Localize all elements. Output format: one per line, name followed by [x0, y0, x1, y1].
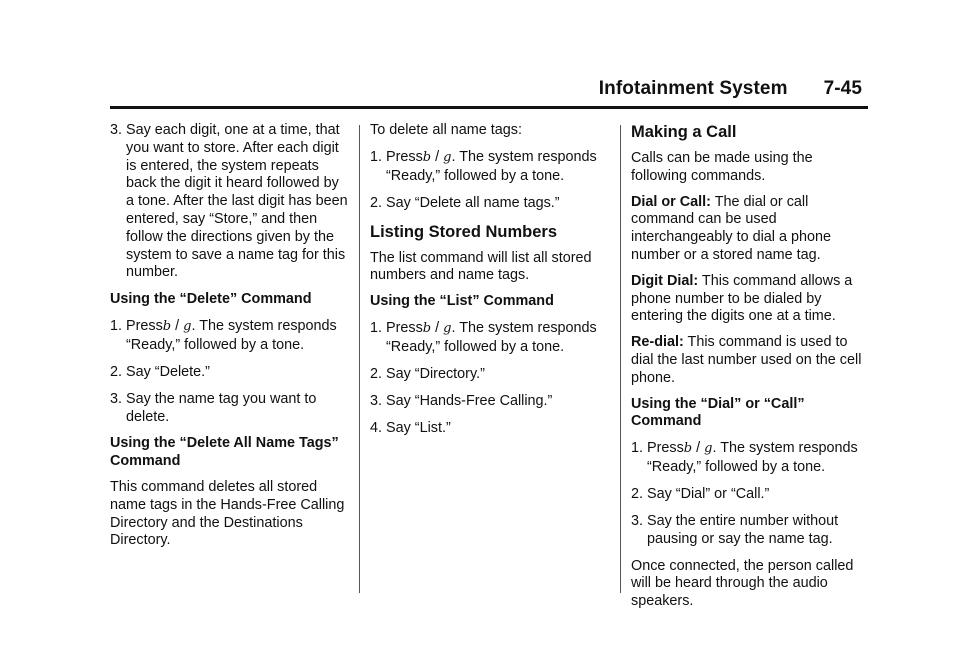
delete-command-heading: Using the “Delete” Command [110, 291, 312, 308]
column-divider [359, 125, 360, 593]
delete-step-3: 3. Say the name tag you want to delete. [110, 390, 317, 425]
redial-definition: Re-dial: This command is used to dial the last number used on the cell phone. [631, 334, 862, 386]
delete-all-step-2: 2. Say “Delete all name tags.” [370, 194, 560, 211]
store-step-3: 3. Say each digit, one at a time, that you want to store. After each digit is entered, the system repeats back the digit it heard followed by a tone. After the last digit has been entered, say “Store,” and then follow the directions given by the system to save a name tag for this number. [110, 122, 348, 281]
delete-all-paragraph: This command deletes all stored name tags in the Hands-Free Calling Directory and the Destinations Directory. [110, 478, 345, 549]
push-to-talk-icon: g [443, 320, 452, 336]
delete-step-1: 1. Pressb / g. The system responds “Ready,” followed by a tone. [110, 317, 337, 353]
section-title: Infotainment System [598, 78, 788, 99]
digit-dial-definition: Digit Dial: This command allows a phone number to be dialed by entering the digits one at a time. [631, 272, 853, 325]
column-right [631, 122, 869, 619]
dial-call-command-heading: Using the “Dial” or “Call” Command [631, 395, 805, 430]
listing-stored-numbers-heading: Listing Stored Numbers [370, 222, 558, 241]
list-step-1: 1. Pressb / g. The system responds “Ready,” followed by a tone. [370, 319, 597, 355]
listing-paragraph: The list command will list all stored numbers and name tags. [370, 249, 592, 284]
list-step-4: 4. Say “List.” [370, 419, 451, 436]
column-divider [620, 125, 621, 593]
push-to-talk-icon: g [443, 149, 452, 165]
dial-step-1: 1. Pressb / g. The system responds “Ready,” followed by a tone. [631, 440, 858, 476]
column-middle [370, 122, 608, 446]
delete-step-2: 2. Say “Delete.” [110, 363, 210, 380]
dial-step-3: 3. Say the entire number without pausing or say the name tag. [631, 512, 839, 547]
page-header [0, 78, 862, 100]
talk-button-icon: b [683, 441, 693, 457]
dial-or-call-definition: Dial or Call: The dial or call command can be used interchangeably to dial a phone number or a stored name tag. [631, 193, 832, 263]
talk-button-icon: b [422, 320, 432, 336]
making-a-call-paragraph: Calls can be made using the following commands. [631, 150, 813, 184]
header-rule [110, 106, 868, 109]
closing-paragraph: Once connected, the person called will be heard through the audio speakers. [631, 557, 854, 610]
delete-all-intro: To delete all name tags: [370, 122, 522, 138]
talk-button-icon: b [162, 318, 172, 334]
list-step-2: 2. Say “Directory.” [370, 365, 485, 382]
page-number: 7-45 [823, 78, 862, 99]
dial-step-2: 2. Say “Dial” or “Call.” [631, 486, 770, 503]
talk-button-icon: b [422, 149, 432, 165]
push-to-talk-icon: g [704, 441, 713, 457]
making-a-call-heading: Making a Call [631, 123, 737, 141]
push-to-talk-icon: g [183, 318, 192, 334]
delete-all-step-1: 1. Pressb / g. The system responds “Ready,” followed by a tone. [370, 148, 597, 184]
list-step-3: 3. Say “Hands-Free Calling.” [370, 392, 553, 409]
delete-all-heading: Using the “Delete All Name Tags” Command [110, 435, 339, 470]
column-left [110, 122, 348, 558]
list-command-heading: Using the “List” Command [370, 293, 554, 310]
